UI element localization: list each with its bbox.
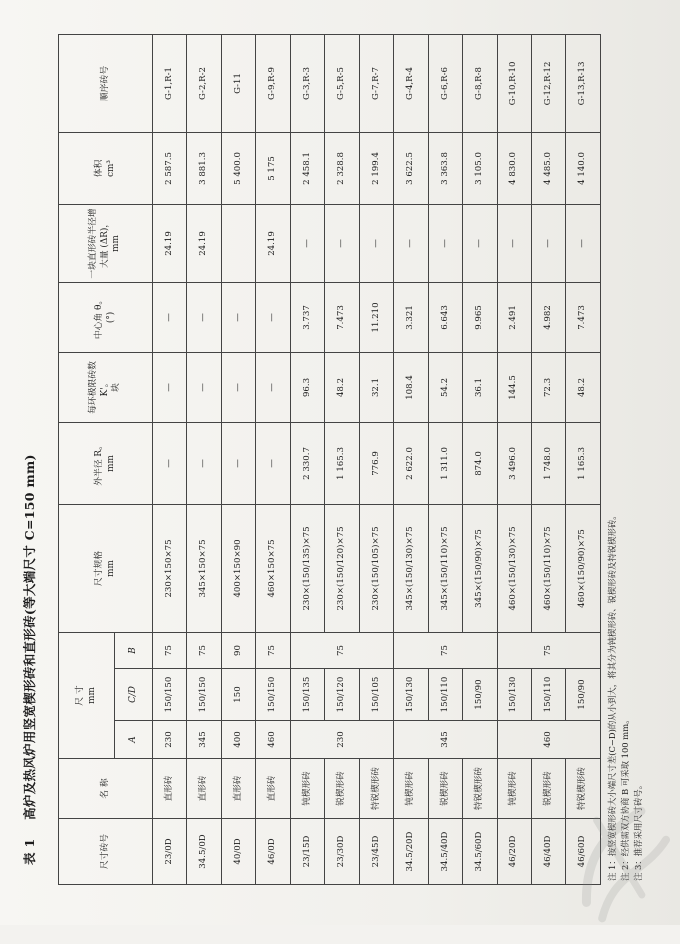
table-row: 23/0D 直形砖 230 150/150 75 230×150×75 — — — 24.19 2 587.5 G-1,R-1 (153, 34, 187, 884)
table-row: 46/40D 锐楔形砖 150/110 460×(150/110)×75 1 748.0 72.3 4.982 — 4 485.0 G-12,R-12 (531, 34, 565, 884)
table-row: 34.5/40D 锐楔形砖 150/110 345×(150/110)×75 1 311.0 54.2 6.643 — 3 363.8 G-6,R-6 (428, 34, 462, 884)
table-row: 46/60D 特锐楔形砖 150/90 460×(150/90)×75 1 165.3 48.2 7.473 — 4 140.0 G-13,R-13 (566, 34, 601, 884)
table-row: 34.5/20D 钝楔形砖 345 150/130 75 345×(150/130)×75 2 622.0 108.4 3.321 — 3 622.5 G-4,R-4 (394, 34, 428, 884)
header-radius-increase: 一块直形砖半径增大量 (ΔR)， mm (59, 204, 153, 282)
header-code: 尺寸砖号 (59, 819, 153, 885)
header-spec: 尺寸规格 mm (59, 504, 153, 632)
header-CD: C/D (115, 669, 153, 721)
table-row: 23/45D 特锐楔形砖 150/105 230×(150/105)×75 776.9 32.1 11.210 — 2 199.4 G-7,R-7 (359, 34, 393, 884)
header-sequence: 顺序砖号 (59, 34, 153, 132)
table-title-text: 高炉及热风炉用竖宽楔形砖和直形砖(等大端尺寸 C=150 mm) (22, 454, 37, 820)
table-number: 表 1 (22, 838, 37, 865)
table-row: 23/15D 钝楔形砖 230 150/135 75 230×(150/135)×75 2 330.7 96.3 3.737 — 2 458.1 G-3,R-3 (290, 34, 324, 884)
brick-table (58, 34, 601, 885)
table-row: 23/30D 锐楔形砖 150/120 230×(150/120)×75 1 165.3 48.2 7.473 — 2 328.8 G-5,R-5 (325, 34, 359, 884)
header-ring-count: 每环极限砖数 K'。 块 (59, 352, 153, 422)
table-row: 46/0D 直形砖 460 150/150 75 460×150×75 — — — 24.19 5 175 G-9,R-9 (256, 34, 290, 884)
table-title (20, 45, 38, 865)
table-row: 46/20D 钝楔形砖 460 150/130 75 460×(150/130)×75 3 496.0 144.5 2.491 — 4 830.0 G-10,R-10 (497, 34, 531, 884)
table-row: 34.5/0D 直形砖 345 150/150 75 345×150×75 — — — 24.19 3 881.3 G-2,R-2 (187, 34, 221, 884)
table-row: 40/0D 直形砖 400 150 90 400×150×90 — — — 5 400.0 G-11 (221, 34, 255, 884)
note-1: 注 1：按竖宽楔形砖大小端尺寸差(C−D)的从小到大，将其分为钝楔形砖、锐楔形砖及特锐楔形砖。 (607, 511, 617, 881)
note-3: 注 3：推荐采用尺寸砖号。 (633, 780, 643, 881)
header-volume: 体积 cm³ (59, 132, 153, 204)
table-notes (606, 81, 645, 881)
table-row: 34.5/60D 特锐楔形砖 150/90 345×(150/90)×75 874.0 36.1 9.965 — 3 105.0 G-8,R-8 (463, 34, 497, 884)
header-row-1 (59, 34, 115, 884)
header-A: A (115, 721, 153, 759)
header-size: 尺 寸 mm (59, 632, 115, 758)
header-outer-radius: 外半径 R。 mm (59, 422, 153, 504)
note-2: 注 2：经供需双方协商 B 可采取 100 mm。 (620, 715, 630, 881)
header-center-angle: 中心角 θ。 (°) (59, 282, 153, 352)
header-B: B (115, 632, 153, 668)
header-name: 名 称 (59, 759, 153, 819)
